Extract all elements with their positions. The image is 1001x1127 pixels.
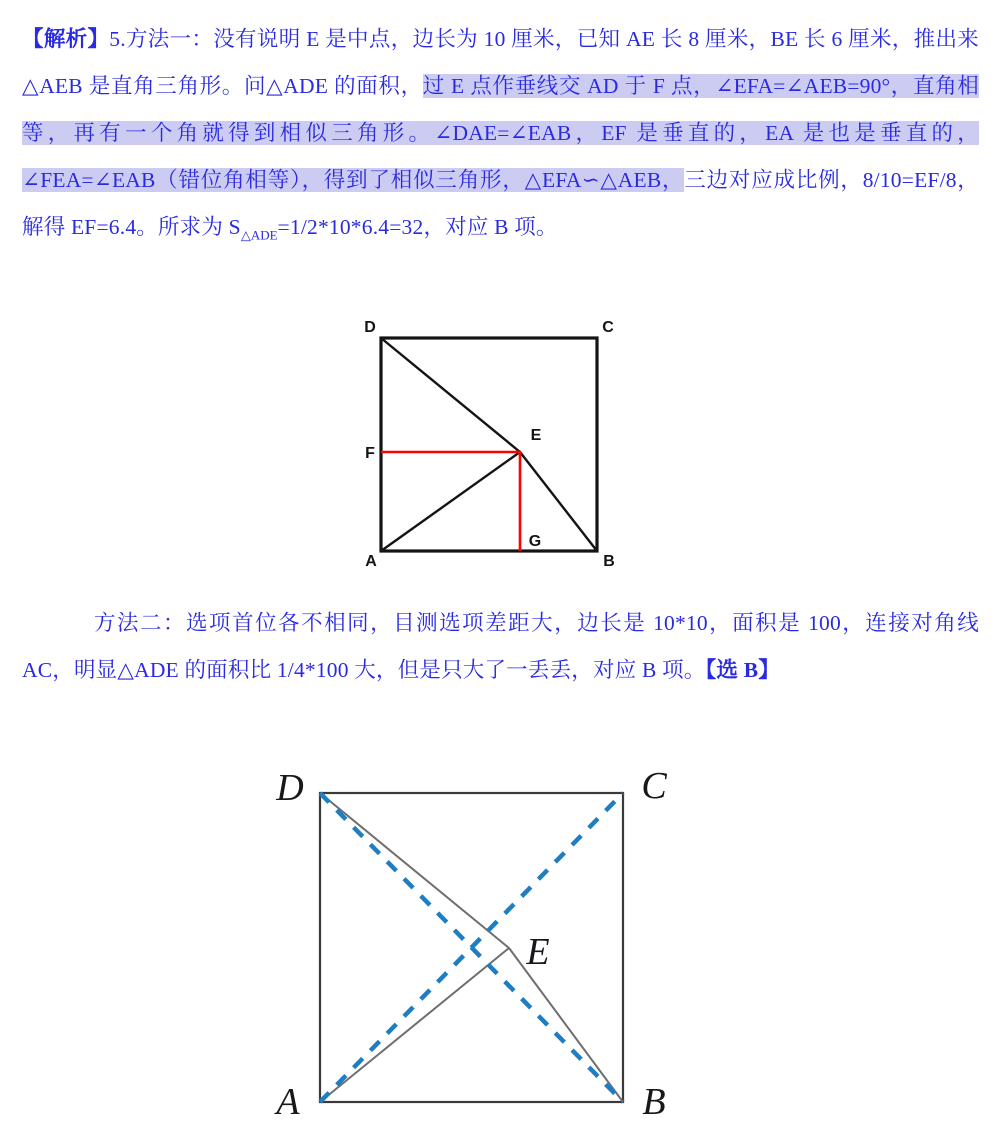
fig1-label-B: B bbox=[603, 553, 615, 570]
fig2-label-B: B bbox=[642, 1081, 666, 1123]
fig2-label-A: A bbox=[276, 1081, 300, 1123]
solution-formula-base: S bbox=[228, 215, 241, 239]
solution-formula-subscript: △ADE bbox=[240, 227, 278, 243]
fig1-label-E: E bbox=[530, 427, 542, 444]
solution-formula-rest: =1/2*10*6.4=32，对应 B 项。 bbox=[277, 215, 558, 239]
fig2-label-E: E bbox=[526, 931, 550, 973]
figure-1-svg bbox=[340, 308, 640, 576]
method2-method-label: 方法二： bbox=[94, 611, 187, 635]
solution-segment-1: 没有说明 E 是中点，边长为 10 厘米，已知 AE 长 8 厘米，BE 长 6 厘米，推出来△AEB 是直角三角形。问△ADE 的面积， bbox=[22, 27, 979, 98]
explanation-document bbox=[0, 0, 1001, 258]
solution-paragraph bbox=[22, 16, 979, 258]
method2-paragraph bbox=[22, 600, 979, 694]
fig2-label-D: D bbox=[276, 767, 304, 809]
solution-segment-2: 三边对应成比例，8/10=EF/8，解得 EF=6.4。所求为 bbox=[22, 168, 980, 239]
method2-body: 选项首位各不相同，目测选项差距大，边长是 10*10，面积是 100，连接对角线 AC，明显△ADE 的面积比 1/4*100 大，但是只大了一丢丢，对应 B 项。 bbox=[22, 611, 979, 682]
method2-answer-tag: 【选 B】 bbox=[705, 658, 780, 682]
fig2-segment-DE bbox=[320, 793, 509, 948]
figure-2-square-with-diagonals bbox=[250, 748, 710, 1127]
solution-method-label: 方法一： bbox=[125, 27, 214, 51]
solution-number: 5. bbox=[109, 27, 126, 51]
method2-document bbox=[0, 578, 1001, 694]
figure-1-square-with-perpendiculars bbox=[340, 308, 640, 576]
fig1-label-A: A bbox=[365, 553, 377, 570]
fig1-label-G: G bbox=[528, 533, 542, 550]
fig2-label-C: C bbox=[641, 765, 667, 807]
fig1-segment-DE bbox=[381, 338, 520, 452]
fig1-label-D: D bbox=[364, 319, 376, 336]
solution-highlighted-segment: 过 E 点作垂线交 AD 于 F 点，∠EFA=∠AEB=90°，直角相等，再有一个角就得到相似三角形。∠DAE=∠EAB，EF 是垂直的，EA 是也是垂直的，∠FEA=∠EAB（错位角相等），得到了相似三角形，△EFA∽△AEB， bbox=[22, 74, 979, 192]
fig1-label-C: C bbox=[602, 319, 614, 336]
solution-lead-marker: 【解析】 bbox=[22, 27, 110, 51]
fig1-square-outline bbox=[381, 338, 597, 551]
fig1-segment-AE bbox=[381, 452, 520, 551]
fig1-label-F: F bbox=[365, 445, 375, 462]
fig2-segment-AE bbox=[320, 948, 509, 1102]
figure-2-svg bbox=[250, 748, 710, 1127]
